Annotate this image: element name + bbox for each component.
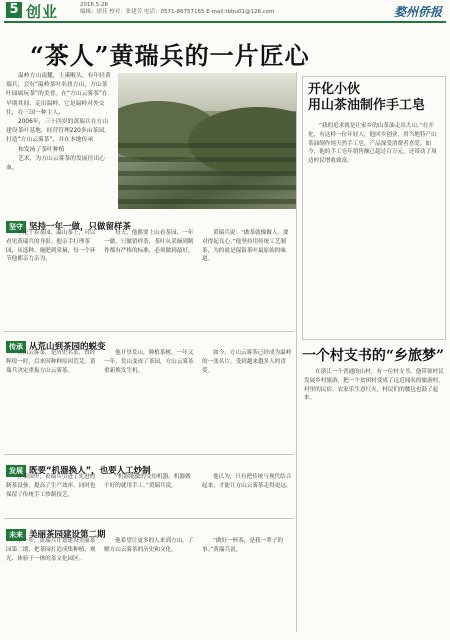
lead-paragraph: 艺术，为方山云雾茶的发展付出心血。 — [6, 155, 105, 172]
tea-row — [118, 157, 296, 162]
section-divider — [4, 518, 294, 519]
lead-paragraph: 2006年，三十四岁的黄瑞兵在方山建设茶叶基地，经营管理220多亩茶园，打造“方山云雾茶”，并在本地传承 — [6, 119, 110, 144]
column-divider — [296, 72, 297, 632]
section-text: 不论干着茶园、温山茶上，可以看见黄瑞兵的身影。他亲手打理茶园，从选种、施肥到采摘，每一个环节他都亲力亲为。 — [6, 230, 96, 263]
tea-row — [118, 171, 296, 176]
headline: “茶人”黄瑞兵的一片匠心 — [30, 41, 310, 70]
section-tag: 发展 — [6, 465, 26, 477]
section-tag: 坚守 — [6, 221, 26, 233]
section-text: 他开垦荒山，种植茶树，一年又一年，荒山变成了茶园，方山云雾茶重新焕发生机。 — [104, 350, 194, 374]
section-columns — [6, 349, 294, 375]
section-heritage — [6, 334, 294, 432]
lead-paragraph: 和发扬了茶叶种植 — [18, 146, 65, 153]
section-header — [6, 214, 294, 232]
section-tag: 传承 — [6, 341, 26, 353]
section-columns — [6, 473, 294, 499]
section-subtitle: 坚持一年一做，只做留样茶 — [29, 222, 132, 232]
section-header — [6, 458, 294, 476]
section-divider — [4, 454, 294, 455]
issue-date: 2016.5.28 — [80, 2, 108, 8]
section-divider — [4, 331, 294, 332]
section-development — [6, 458, 294, 516]
sidebar-body: “我的追求就是让家乡的山茶油走出大山。”在开化，有这样一位年轻人，他回乡创业，用当地特产山茶油制作纯天然手工皂，产品深受消费者喜爱。如今，他的手工皂年销售额已超过百万元，还带动了周边村民增收致富。 — [308, 123, 437, 165]
section-subtitle: 既要“机器换人”，也要人工炒制 — [29, 466, 151, 476]
section-text: 每天，他都要上山看茶园，一年一做，只做留样茶，茶叶从采摘到制作都有严格的标准，必须做到最好。 — [104, 230, 194, 254]
tea-row — [118, 185, 296, 190]
section-text: 方山云雾茶，是历史名茶，曾经辉煌一时，后来因种种原因荒芜。黄瑞兵决定重振方山云雾茶。 — [6, 350, 96, 374]
section-header — [6, 334, 294, 352]
section-text: 他认为，只有把传统与现代结合起来，才能让方山云雾茶走得更远。 — [202, 474, 292, 489]
section-text: 他希望让更多的人来到方山，了解方山云雾茶的历史和文化。 — [104, 538, 194, 553]
section-text: 下一步，黄瑞兵计划建设美丽茶园第二期，把茶园打造成集种植、观光、体验于一体的茶文化园区。 — [6, 538, 96, 562]
section-text: 如今，方山云雾茶已经成为温岭的一张名片，受到越来越多人的喜爱。 — [202, 350, 292, 374]
tea-row — [118, 199, 296, 204]
tea-garden-photo — [118, 73, 296, 209]
section-text: “做好一杯茶，是我一辈子的事。”黄瑞兵说。 — [202, 538, 284, 553]
tea-row — [118, 143, 296, 148]
section-text: “机器能做的交给机器，机器做不好的就用手工。”黄瑞兵说。 — [104, 474, 191, 489]
editor-line: 编辑：徐佳 校对：张建芳 电话：0571-86757165 E-mail:tbbu01@126.com — [80, 9, 275, 15]
sidebar-title: 开化小伙 用山茶油制作手工皂 — [308, 82, 426, 113]
section-text: 黄瑞兵说：“做茶就像做人，要对得起良心。”他坚持用传统工艺制茶，为的就是保留茶叶最原始的味道。 — [202, 230, 289, 263]
section-subtitle: 从荒山到茶园的蜕变 — [29, 342, 106, 352]
sidebar-title: 一个村支书的“乡旅梦” — [301, 348, 445, 364]
section-title: 创业 — [26, 3, 59, 21]
sidebar-body: 在浙江一个普通的山村，有一位村支书，他带领村民发展乡村旅游，把一个贫困村变成了远近闻名的旅游村。村里的民宿、农家乐生意红火，村民们的腰包也鼓了起来。 — [304, 369, 444, 402]
section-columns — [6, 229, 294, 264]
section-header — [6, 522, 294, 540]
lead-paragraph: 温岭方山南麓，土溪畈头，有年轻黄瑞兵，会有“温岭茶叶名扭方山，方山茶叶园属玩茶”的美誉。在“方山云雾茶”在早期其间，走出温岭，它是温岭对外交往，在三国一种主人。 — [6, 73, 111, 116]
section-columns — [6, 537, 294, 563]
newspaper-logo: 婺州侨报 — [393, 5, 442, 19]
lead-paragraphs — [6, 72, 112, 173]
sidebar-box-soap — [302, 76, 446, 340]
section-future — [6, 522, 294, 632]
page-number: 5 — [6, 2, 22, 18]
masthead — [0, 0, 450, 22]
section-tag: 未来 — [6, 529, 26, 541]
masthead-meta — [80, 2, 274, 16]
masthead-rule — [4, 21, 446, 23]
section-text: 在茶园里，黄瑞兵引进了先进的制茶设备，提高了生产效率，同时也保留了传统手工炒制技艺。 — [6, 474, 96, 498]
section-subtitle: 美丽茶园建设第二期 — [29, 530, 106, 540]
section-perseverance — [6, 214, 294, 312]
